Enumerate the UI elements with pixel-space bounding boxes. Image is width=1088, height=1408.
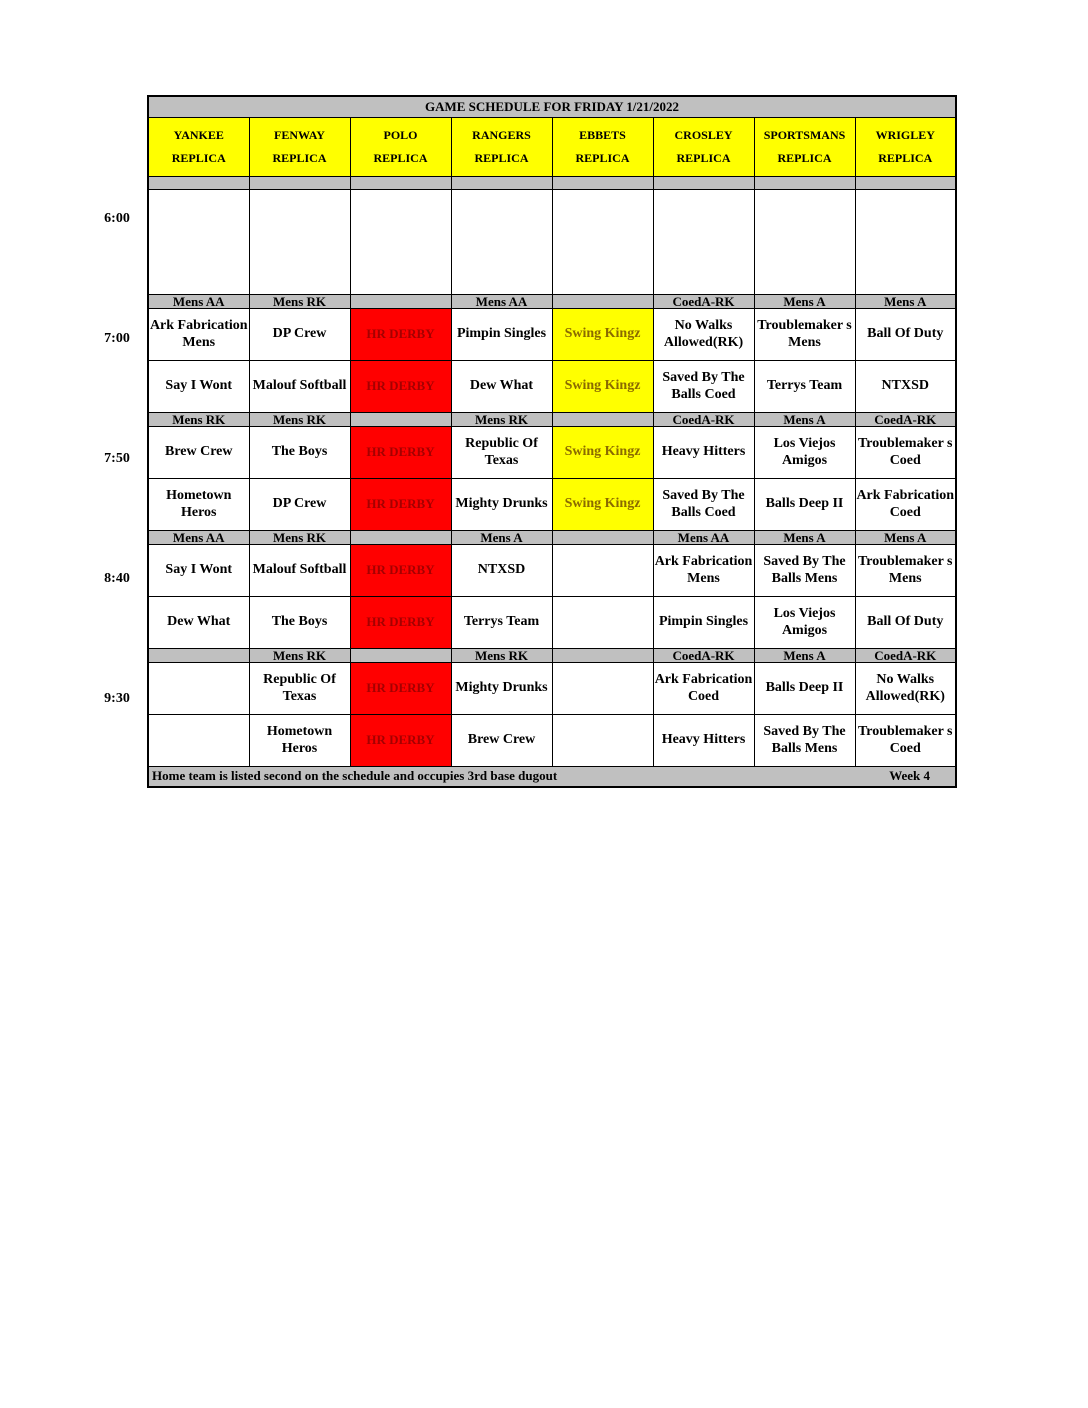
field-name: CROSLEY xyxy=(674,128,733,142)
division-cell: Mens RK xyxy=(148,413,249,427)
spacer-cell xyxy=(855,177,956,190)
home-team-cell: NTXSD xyxy=(855,361,956,413)
away-team-cell: Balls Deep II xyxy=(754,663,855,715)
division-cell: Mens RK xyxy=(249,413,350,427)
away-team-cell xyxy=(148,663,249,715)
time-label: 8:40 xyxy=(104,571,130,586)
field-subtitle: REPLICA xyxy=(474,151,529,165)
field-name: POLO xyxy=(383,128,418,142)
away-team-cell: The Boys xyxy=(249,427,350,479)
away-team-cell: Malouf Softball xyxy=(249,545,350,597)
home-team-cell: HR DERBY xyxy=(350,597,451,649)
home-team-cell: Heavy Hitters xyxy=(653,715,754,767)
away-team-cell: No Walks Allowed(RK) xyxy=(855,663,956,715)
home-team-cell: Swing Kingz xyxy=(552,479,653,531)
field-subtitle: REPLICA xyxy=(373,151,428,165)
division-cell: Mens A xyxy=(855,531,956,545)
empty-slot-cell xyxy=(451,190,552,295)
away-team-cell: Say I Wont xyxy=(148,545,249,597)
home-team-cell: HR DERBY xyxy=(350,361,451,413)
division-cell: Mens A xyxy=(451,531,552,545)
away-team-cell: HR DERBY xyxy=(350,545,451,597)
division-cell: Mens RK xyxy=(249,649,350,663)
field-header xyxy=(350,118,451,177)
division-cell xyxy=(148,649,249,663)
home-team-cell: Pimpin Singles xyxy=(653,597,754,649)
away-team-cell: Pimpin Singles xyxy=(451,309,552,361)
week-label: Week 4 xyxy=(889,768,930,784)
field-subtitle: REPLICA xyxy=(878,151,933,165)
away-team-cell: NTXSD xyxy=(451,545,552,597)
away-team-cell: Heavy Hitters xyxy=(653,427,754,479)
home-team-cell: Saved By The Balls Mens xyxy=(754,715,855,767)
field-header xyxy=(148,118,249,177)
home-team-cell: Terrys Team xyxy=(451,597,552,649)
away-team-cell: Troublemaker s Mens xyxy=(754,309,855,361)
home-team-cell: Malouf Softball xyxy=(249,361,350,413)
home-team-cell: Hometown Heros xyxy=(249,715,350,767)
field-header xyxy=(855,118,956,177)
division-cell: Mens AA xyxy=(451,295,552,309)
home-team-cell: HR DERBY xyxy=(350,715,451,767)
field-subtitle: REPLICA xyxy=(575,151,630,165)
field-subtitle: REPLICA xyxy=(777,151,832,165)
empty-slot-cell xyxy=(148,190,249,295)
home-team-cell: Balls Deep II xyxy=(754,479,855,531)
spacer-cell xyxy=(653,177,754,190)
home-team-cell: Saved By The Balls Coed xyxy=(653,479,754,531)
empty-slot-cell xyxy=(855,190,956,295)
division-cell: CoedA-RK xyxy=(653,413,754,427)
away-team-cell: Republic Of Texas xyxy=(451,427,552,479)
field-header xyxy=(451,118,552,177)
division-cell xyxy=(552,413,653,427)
away-team-cell: DP Crew xyxy=(249,309,350,361)
spacer-cell xyxy=(350,177,451,190)
schedule-title: GAME SCHEDULE FOR FRIDAY 1/21/2022 xyxy=(148,96,956,118)
empty-slot-cell xyxy=(653,190,754,295)
empty-slot-cell xyxy=(350,190,451,295)
away-team-cell: Swing Kingz xyxy=(552,427,653,479)
away-team-cell: Los Viejos Amigos xyxy=(754,427,855,479)
away-team-cell: HR DERBY xyxy=(350,663,451,715)
division-cell: Mens RK xyxy=(249,531,350,545)
division-cell xyxy=(552,295,653,309)
field-name: SPORTSMANS xyxy=(763,128,846,142)
time-label: 9:30 xyxy=(104,691,130,706)
field-name: FENWAY xyxy=(274,128,325,142)
away-team-cell: Troublemaker s Coed xyxy=(855,427,956,479)
division-cell xyxy=(552,649,653,663)
away-team-cell: Ark Fabrication Mens xyxy=(653,545,754,597)
division-cell xyxy=(552,531,653,545)
away-team-cell xyxy=(552,545,653,597)
field-header xyxy=(754,118,855,177)
division-cell: Mens RK xyxy=(451,413,552,427)
home-team-cell: Say I Wont xyxy=(148,361,249,413)
field-subtitle: REPLICA xyxy=(171,151,226,165)
home-team-cell: The Boys xyxy=(249,597,350,649)
home-team-cell: Hometown Heros xyxy=(148,479,249,531)
home-team-cell: Brew Crew xyxy=(451,715,552,767)
home-team-cell: Mighty Drunks xyxy=(451,479,552,531)
home-team-cell: Swing Kingz xyxy=(552,361,653,413)
division-cell: CoedA-RK xyxy=(653,295,754,309)
division-cell: Mens A xyxy=(855,295,956,309)
empty-slot-cell xyxy=(249,190,350,295)
footer-note: Home team is listed second on the schedule and occupies 3rd base dugout xyxy=(152,768,558,784)
division-cell: Mens AA xyxy=(148,295,249,309)
home-team-cell: Dew What xyxy=(148,597,249,649)
division-cell: Mens A xyxy=(754,531,855,545)
field-subtitle: REPLICA xyxy=(676,151,731,165)
away-team-cell: Mighty Drunks xyxy=(451,663,552,715)
division-cell: Mens AA xyxy=(148,531,249,545)
empty-slot-cell xyxy=(754,190,855,295)
home-team-cell: Terrys Team xyxy=(754,361,855,413)
empty-slot-cell xyxy=(552,190,653,295)
home-team-cell: Ark Fabrication Coed xyxy=(855,479,956,531)
spacer-cell xyxy=(249,177,350,190)
division-cell: Mens RK xyxy=(249,295,350,309)
away-team-cell: Republic Of Texas xyxy=(249,663,350,715)
home-team-cell: Troublemaker s Coed xyxy=(855,715,956,767)
away-team-cell: Ark Fabrication Mens xyxy=(148,309,249,361)
spacer-cell xyxy=(754,177,855,190)
away-team-cell: HR DERBY xyxy=(350,309,451,361)
field-subtitle: REPLICA xyxy=(272,151,327,165)
away-team-cell: HR DERBY xyxy=(350,427,451,479)
field-name: YANKEE xyxy=(173,128,224,142)
schedule-footer xyxy=(148,767,956,788)
division-cell: CoedA-RK xyxy=(855,413,956,427)
home-team-cell: Saved By The Balls Coed xyxy=(653,361,754,413)
division-cell: Mens A xyxy=(754,295,855,309)
field-name: WRIGLEY xyxy=(875,128,935,142)
field-header xyxy=(552,118,653,177)
field-header xyxy=(249,118,350,177)
field-header xyxy=(653,118,754,177)
away-team-cell: Swing Kingz xyxy=(552,309,653,361)
division-cell: CoedA-RK xyxy=(855,649,956,663)
division-cell xyxy=(350,649,451,663)
away-team-cell xyxy=(552,663,653,715)
time-label: 7:00 xyxy=(104,331,130,346)
home-team-cell xyxy=(552,715,653,767)
division-cell: Mens RK xyxy=(451,649,552,663)
home-team-cell: DP Crew xyxy=(249,479,350,531)
away-team-cell: Troublemaker s Mens xyxy=(855,545,956,597)
division-cell xyxy=(350,295,451,309)
division-cell: Mens A xyxy=(754,649,855,663)
spacer-cell xyxy=(148,177,249,190)
home-team-cell xyxy=(552,597,653,649)
away-team-cell: Ark Fabrication Coed xyxy=(653,663,754,715)
home-team-cell: Los Viejos Amigos xyxy=(754,597,855,649)
field-name: EBBETS xyxy=(579,128,626,142)
division-cell xyxy=(350,413,451,427)
away-team-cell: Ball Of Duty xyxy=(855,309,956,361)
home-team-cell: Ball Of Duty xyxy=(855,597,956,649)
spacer-cell xyxy=(552,177,653,190)
division-cell: Mens AA xyxy=(653,531,754,545)
away-team-cell: No Walks Allowed(RK) xyxy=(653,309,754,361)
schedule-table xyxy=(147,95,957,788)
field-name: RANGERS xyxy=(472,128,531,142)
time-label: 6:00 xyxy=(104,211,130,226)
home-team-cell xyxy=(148,715,249,767)
away-team-cell: Saved By The Balls Mens xyxy=(754,545,855,597)
division-cell xyxy=(350,531,451,545)
away-team-cell: Brew Crew xyxy=(148,427,249,479)
home-team-cell: HR DERBY xyxy=(350,479,451,531)
spacer-cell xyxy=(451,177,552,190)
home-team-cell: Dew What xyxy=(451,361,552,413)
time-label: 7:50 xyxy=(104,451,130,466)
division-cell: CoedA-RK xyxy=(653,649,754,663)
division-cell: Mens A xyxy=(754,413,855,427)
